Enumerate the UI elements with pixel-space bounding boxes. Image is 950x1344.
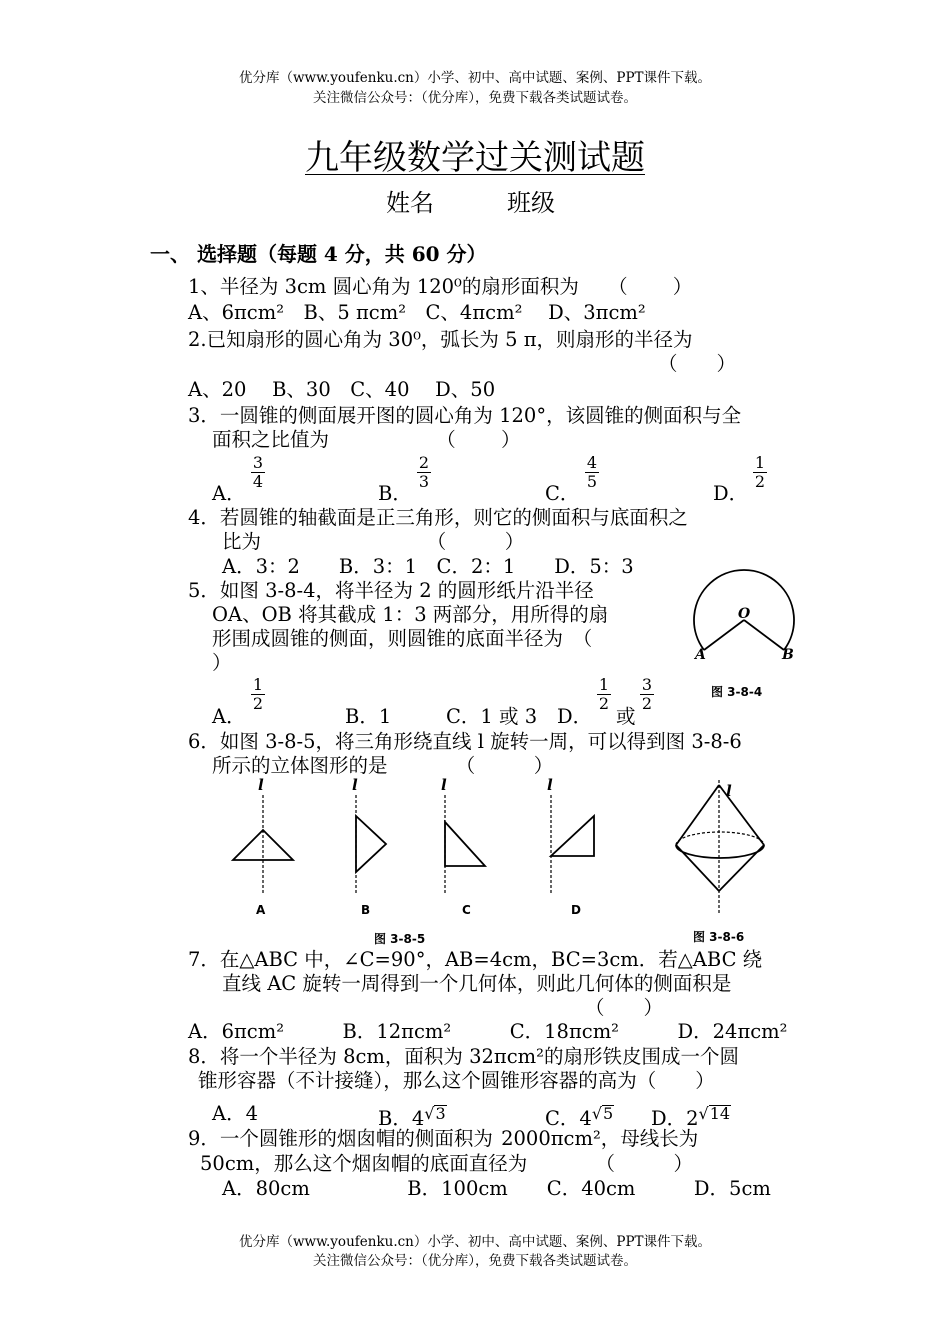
radius-oa bbox=[704, 620, 744, 650]
q6-line2: 所示的立体图形的是 （ ） bbox=[212, 754, 554, 777]
option-label-d: D bbox=[571, 903, 581, 917]
q2-paren: （ ） bbox=[658, 352, 737, 375]
q5-line1: 5．如图 3-8-4，将半径为 2 的圆形纸片沿半径 bbox=[188, 579, 594, 602]
option-label-c: C bbox=[462, 903, 471, 917]
q7-line1: 7．在△ABC 中，∠C=90°，AB=4cm，BC=3cm．若△ABC 绕 bbox=[188, 948, 763, 971]
denominator: 2 bbox=[598, 694, 610, 713]
q7-options: A．6πcm² B．12πcm² C．18πcm² D．24πcm² bbox=[188, 1020, 788, 1043]
figure-3-8-4 bbox=[690, 575, 800, 685]
denominator: 2 bbox=[641, 694, 653, 713]
q1-options: A、6πcm² B、5 πcm² C、4πcm² D、3πcm² bbox=[188, 301, 646, 324]
q3-line2: 面积之比值为 （ ） bbox=[212, 428, 521, 451]
q4-line2: 比为 （ ） bbox=[222, 530, 525, 553]
triangle bbox=[356, 816, 386, 872]
q7-line2: 直线 AC 旋转一周得到一个几何体，则此几何体的侧面积是 bbox=[222, 972, 732, 995]
q8-option-b-label: B．4 bbox=[378, 1107, 425, 1130]
denominator: 5 bbox=[586, 472, 598, 491]
q5-line3: 形围成圆锥的侧面，则圆锥的底面半径为 （ bbox=[212, 627, 593, 650]
q5-option-c: C．1 或 3 bbox=[446, 705, 538, 728]
q1-stem: 1、半径为 3cm 圆心角为 120⁰的扇形面积为 （ ） bbox=[188, 275, 693, 298]
q5-line2: OA、OB 将其截成 1：3 两部分，用所得的扇 bbox=[212, 603, 609, 626]
numerator: 3 bbox=[252, 453, 264, 472]
numerator: 3 bbox=[641, 675, 653, 694]
radicand: 14 bbox=[709, 1104, 731, 1123]
axis-label-b: l bbox=[352, 776, 358, 794]
figure-caption-3-8-6: 图 3-8-6 bbox=[693, 930, 745, 944]
fig-label-a: A bbox=[695, 647, 706, 663]
numerator: 1 bbox=[598, 675, 610, 694]
radicand: 3 bbox=[435, 1104, 446, 1123]
header-line-2: 关注微信公众号：（优分库），免费下载各类试题试卷。 bbox=[313, 90, 637, 106]
q3-option-b-label: B． bbox=[378, 482, 412, 505]
q3-option-c-fraction bbox=[585, 454, 599, 491]
q5-option-a-label: A． bbox=[212, 705, 246, 728]
section-heading: 一、 选择题（每题 4 分，共 60 分） bbox=[150, 242, 487, 266]
figure-3-8-6 bbox=[665, 775, 775, 925]
q5-option-b: B．1 bbox=[345, 705, 392, 728]
cone-edge bbox=[676, 785, 719, 845]
header-line-1: 优分库（www.youfenku.cn）小学、初中、高中试题、案例、PPT课件下载。 bbox=[238, 70, 712, 86]
option-label-a: A bbox=[256, 903, 266, 917]
q5-line4: ） bbox=[212, 651, 232, 674]
figure-caption-3-8-5: 图 3-8-5 bbox=[374, 932, 426, 946]
q3-option-a-label: A． bbox=[212, 482, 246, 505]
q4-line1: 4．若圆锥的轴截面是正三角形，则它的侧面积与底面积之 bbox=[188, 506, 688, 529]
q5-option-d-fraction-1 bbox=[597, 676, 611, 713]
q2-stem: 2.已知扇形的圆心角为 30⁰，弧长为 5 π，则扇形的半径为 bbox=[188, 328, 693, 351]
q8-line1: 8．将一个半径为 8cm，面积为 32πcm²的扇形铁皮围成一个圆 bbox=[188, 1045, 739, 1068]
radicand: 5 bbox=[603, 1104, 614, 1123]
q9-line1: 9．一个圆锥形的烟囱帽的侧面积为 2000πcm²，母线长为 bbox=[188, 1127, 699, 1150]
radical-sign: √ bbox=[698, 1104, 709, 1123]
axis-label-c: l bbox=[441, 776, 447, 794]
figure-3-8-5-option-b bbox=[340, 780, 400, 920]
base-ellipse-back bbox=[676, 832, 764, 845]
q8-option-d-label: D．2 bbox=[651, 1107, 699, 1130]
q4-options: A．3：2 B．3：1 C．2：1 D．5：3 bbox=[222, 555, 634, 578]
triangle bbox=[445, 822, 485, 866]
axis-label-d: l bbox=[547, 776, 553, 794]
q3-option-b-fraction bbox=[417, 454, 431, 491]
q5-option-d-label: D． bbox=[557, 705, 593, 728]
q3-option-c-label: C． bbox=[545, 482, 580, 505]
name-label: 姓名 bbox=[386, 189, 434, 217]
q8-option-a: A．4 bbox=[212, 1102, 258, 1125]
numerator: 2 bbox=[418, 453, 430, 472]
denominator: 2 bbox=[754, 472, 766, 491]
numerator: 1 bbox=[252, 675, 264, 694]
class-label: 班级 bbox=[507, 189, 555, 217]
numerator: 1 bbox=[754, 453, 766, 472]
axis-label-3-8-6: l bbox=[726, 782, 732, 800]
q5-option-a-fraction bbox=[251, 676, 265, 713]
q8-line2: 锥形容器（不计接缝），那么这个圆锥形容器的高为（ ） bbox=[198, 1069, 715, 1092]
radical-sign: √ bbox=[424, 1104, 435, 1123]
q9-options: A．80cm B．100cm C．40cm D．5cm bbox=[222, 1177, 771, 1200]
footer-line-1: 优分库（www.youfenku.cn）小学、初中、高中试题、案例、PPT课件下载。 bbox=[238, 1234, 712, 1250]
q9-line2: 50cm，那么这个烟囱帽的底面直径为 （ ） bbox=[200, 1152, 693, 1175]
q3-option-d-fraction bbox=[753, 454, 767, 491]
figure-caption-3-8-4: 图 3-8-4 bbox=[711, 685, 763, 699]
q8-option-c-label: C．4 bbox=[545, 1107, 592, 1130]
q2-options: A、20 B、30 C、40 D、50 bbox=[188, 378, 496, 401]
figure-3-8-5-option-d bbox=[535, 780, 605, 920]
fig-label-o: O bbox=[738, 606, 751, 622]
figure-3-8-5-option-a bbox=[225, 780, 305, 920]
page-title-text: 九年级数学过关测试题 bbox=[305, 138, 645, 178]
q5-option-d-or: 或 bbox=[616, 705, 636, 728]
radius-ob bbox=[744, 620, 784, 650]
q7-paren: （ ） bbox=[585, 996, 664, 1019]
triangle bbox=[551, 816, 594, 856]
q6-line1: 6．如图 3-8-5，将三角形绕直线 l 旋转一周，可以得到图 3-8-6 bbox=[188, 730, 742, 753]
q3-option-d-label: D． bbox=[713, 482, 749, 505]
axis-label-a: l bbox=[258, 776, 264, 794]
q5-option-d-fraction-2 bbox=[640, 676, 654, 713]
numerator: 4 bbox=[586, 453, 598, 472]
footer-line-2: 关注微信公众号：（优分库），免费下载各类试题试卷。 bbox=[313, 1253, 637, 1269]
q3-line1: 3．一圆锥的侧面展开图的圆心角为 120°，该圆锥的侧面积与全 bbox=[188, 404, 742, 427]
option-label-b: B bbox=[361, 903, 371, 917]
figure-3-8-5-option-c bbox=[430, 780, 500, 920]
radical-sign: √ bbox=[591, 1104, 603, 1123]
fig-label-b: B bbox=[782, 647, 794, 663]
page-title bbox=[0, 130, 950, 179]
q3-option-a-fraction bbox=[251, 454, 265, 491]
base-ellipse-front bbox=[676, 845, 764, 858]
denominator: 2 bbox=[252, 694, 264, 713]
denominator: 4 bbox=[252, 472, 264, 491]
denominator: 3 bbox=[418, 472, 430, 491]
